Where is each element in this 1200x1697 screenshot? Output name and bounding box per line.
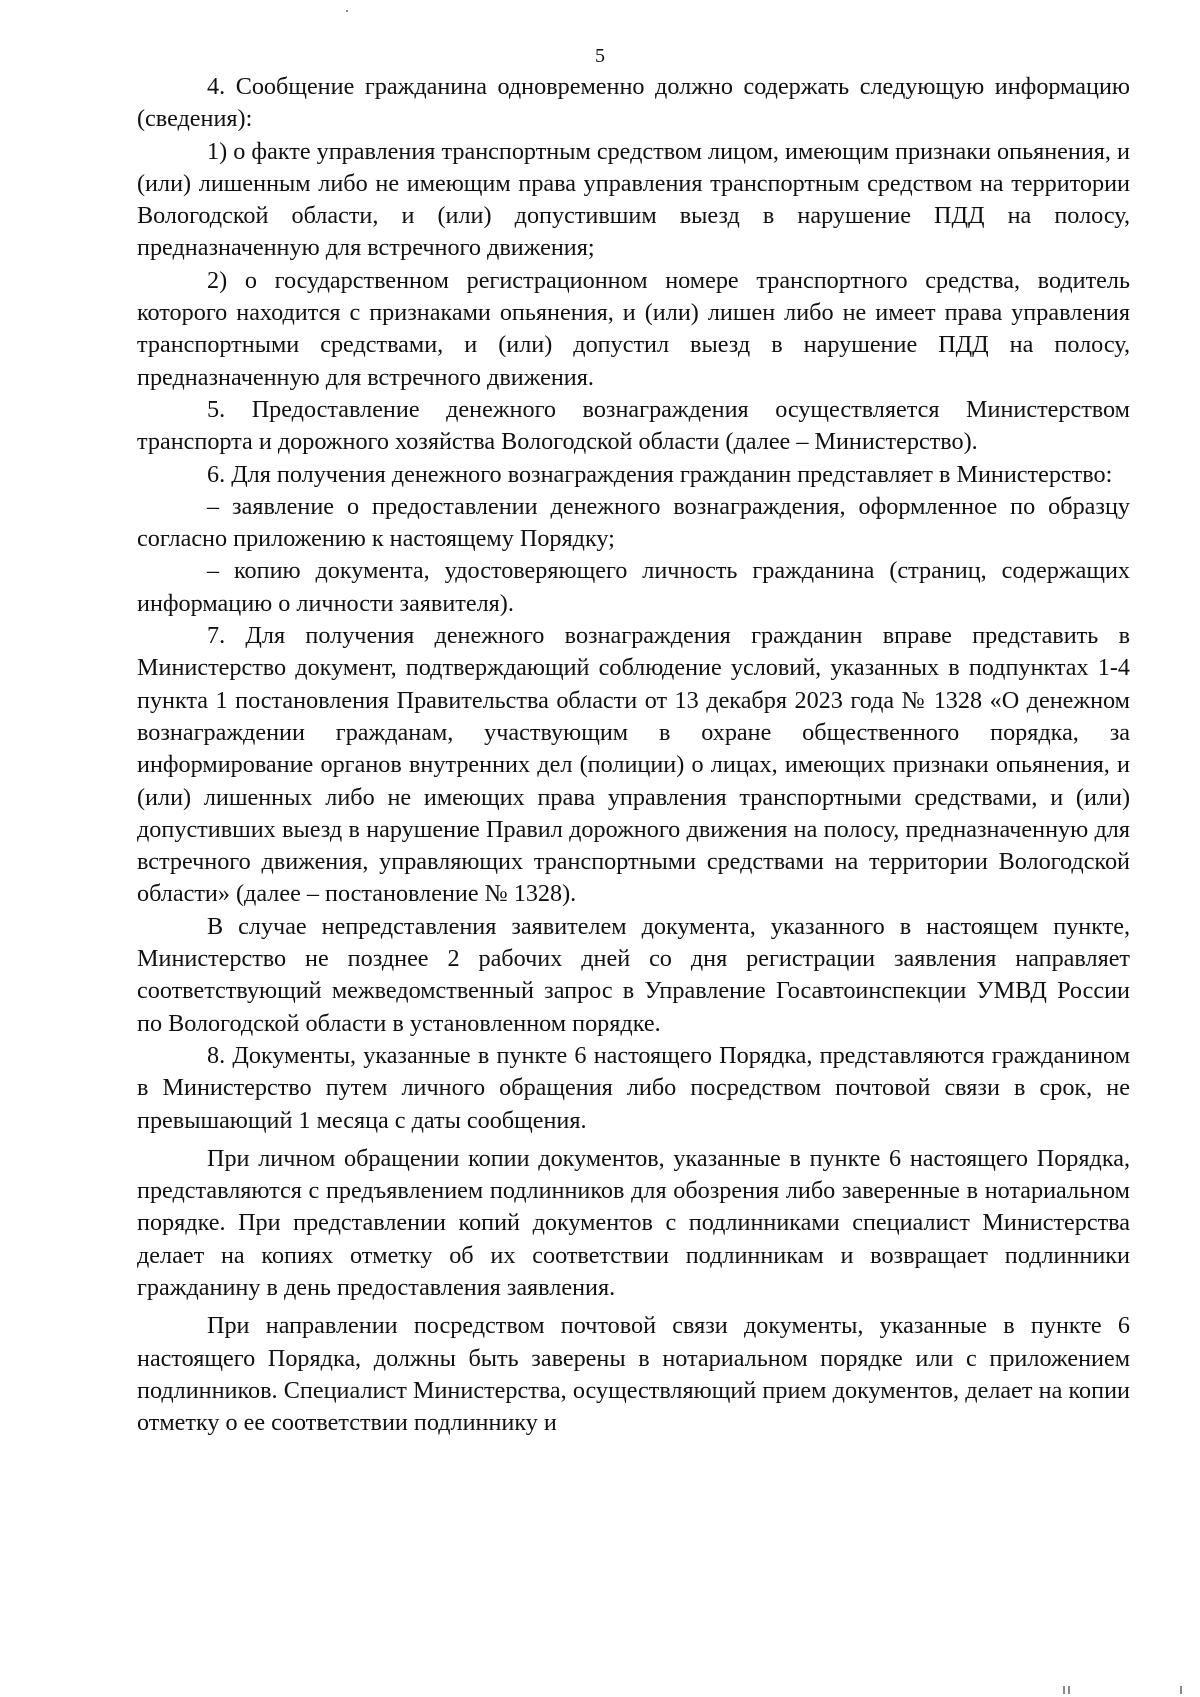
paragraph-item-7-continued: В случае непредставления заявителем документа, указанного в настоящем пункте, Министерство не позднее 2 рабочих дней со дня регистрации заявления направляет соответствующий межведомственный запрос в Управление Госавтоинспекции УМВД России по Вологодской области в установленном порядке.	[137, 912, 1130, 1037]
scan-speck-bottom-2	[1068, 1686, 1070, 1694]
paragraph-item-5: 5. Предоставление денежного вознаграждения осуществляется Министерством транспорта и дорожного хозяйства Вологодской области (далее – Министерство).	[137, 395, 1130, 456]
paragraph-subitem-1: 1) о факте управления транспортным средством лицом, имеющим признаки опьянения, и (или) лишенным либо не имеющим права управления транспортным средством на территории Вологодской области, и (или) допустившим выезд в нарушение ПДД на полосу, предназначенную для встречного движения;	[137, 137, 1130, 262]
paragraph-postal-submission: При направлении посредством почтовой связи документы, указанные в пункте 6 настоящего Порядка, должны быть заверены в нотариальном порядке или с приложением подлинников. Специалист Министерства, осуществляющий прием документов, делает на копии отметку о ее соответствии подлиннику и	[137, 1312, 1130, 1437]
scan-speck-bottom-3	[1180, 1686, 1182, 1694]
paragraph-item-6-dash-1: – заявление о предоставлении денежного вознаграждения, оформленное по образцу согласно приложению к настоящему Порядку;	[137, 492, 1130, 553]
paragraph-item-8: 8. Документы, указанные в пункте 6 настоящего Порядка, представляются гражданином в Министерство путем личного обращения либо посредством почтовой связи в срок, не превышающий 1 месяца с даты сообщения.	[137, 1041, 1130, 1134]
scan-speck-top	[346, 10, 348, 12]
paragraph-item-6-dash-2: – копию документа, удостоверяющего личность гражданина (страниц, содержащих информацию о личности заявителя).	[137, 557, 1130, 617]
paragraph-item-4: 4. Сообщение гражданина одновременно должно содержать следующую информацию (сведения):	[137, 73, 1130, 133]
paragraph-item-6: 6. Для получения денежного вознаграждения гражданин представляет в Министерство:	[207, 460, 1113, 488]
scan-speck-bottom-1	[1063, 1686, 1065, 1694]
paragraph-subitem-2: 2) о государственном регистрационном номере транспортного средства, водитель которого находится с признаками опьянения, и (или) лишен либо не имеет права управления транспортными средствами, и (или) допустил выезд в нарушение ПДД на полосу, предназначенную для встречного движения.	[137, 266, 1130, 391]
page-number: 5	[595, 45, 605, 67]
paragraph-item-7: 7. Для получения денежного вознаграждения гражданин вправе представить в Министерство документ, подтверждающий соблюдение условий, указанных в подпунктах 1-4 пункта 1 постановления Правительства области от 13 декабря 2023 года № 1328 «О денежном вознаграждении гражданам, участвующим в охране общественного порядка, за информирование органов внутренних дел (полиции) о лицах, имеющих признаки опьянения, и (или) лишенных либо не имеющих права управления транспортными средствами, и (или) допустивших выезд в нарушение Правил дорожного движения на полосу, предназначенную для встречного движения, управляющих транспортными средствами на территории Вологодской области» (далее – постановление № 1328).	[137, 622, 1130, 908]
document-body	[137, 71, 1130, 1439]
paragraph-personal-submission: При личном обращении копии документов, указанные в пункте 6 настоящего Порядка, представляются с предъявлением подлинников для обозрения либо заверенные в нотариальном порядке. При представлении копий документов с подлинниками специалист Министерства делает на копиях отметку об их соответствии подлинникам и возвращает подлинники гражданину в день предоставления заявления.	[137, 1144, 1130, 1301]
